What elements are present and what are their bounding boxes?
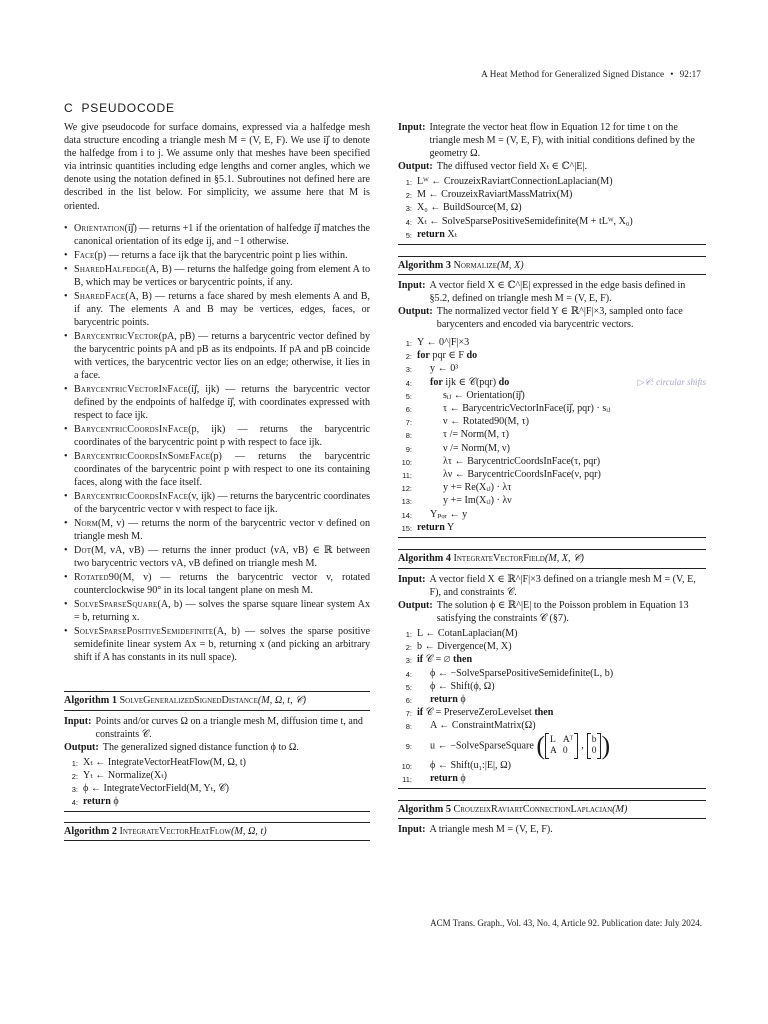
- algorithm-lines: [398, 627, 706, 785]
- algorithm-output: Output: The normalized vector field Y ∈ ℝ^|F|×3, sampled onto face barycenters and encoded via barycentric vectors.: [398, 306, 683, 331]
- algorithm-3-body: [398, 275, 706, 537]
- code-line: 11: return ϕ: [402, 773, 466, 785]
- algorithm-comment: ▷𝒞: circular shifts: [637, 376, 706, 387]
- code-line: 4: Xₜ ← SolveSparsePositiveSemidefinite(M + tLᵂ, X₀): [405, 215, 633, 227]
- code-line: 8: A ← ConstraintMatrix(Ω): [405, 720, 536, 732]
- algorithm-2: [64, 822, 370, 841]
- algorithm-output: Output: The solution ϕ ∈ ℝ^|E| to the Poisson problem in Equation 13 satisfying the constraints 𝒞 (§7).: [398, 600, 689, 625]
- code-line: 4: ϕ ← −SolveSparsePositiveSemidefinite(L, b): [405, 667, 614, 679]
- code-line: 8: τ /= Norm(M, τ): [405, 429, 509, 441]
- algorithm-lines: [398, 336, 706, 534]
- code-line: 3: X₀ ← BuildSource(M, Ω): [405, 202, 522, 214]
- code-line: 5: sᵢⱼ ← Orientation(ij⃗): [405, 389, 525, 401]
- code-line: 4: for ijk ∈ 𝒞(pqr) do ▷𝒞: circular shifts: [405, 376, 706, 388]
- code-line: 5: return Xₜ: [405, 228, 458, 240]
- algorithm-5-body: [398, 819, 706, 839]
- rhs-vector: b 0: [591, 734, 597, 756]
- code-line: 4: return ϕ: [71, 796, 119, 808]
- definition-item: • BarycentricCoordsInSomeFace(p) — returns the barycentric coordinates of the barycentric point p with respect to one its containing faces, along with the face itself.: [64, 450, 370, 489]
- algorithm-4-body: [398, 569, 706, 788]
- code-line: 6: τ ← BarycentricVectorInFace(ij⃗, pqr) · sᵢⱼ: [405, 403, 611, 415]
- algorithm-2-title: Algorithm 2 IntegrateVectorHeatFlow(M, Ω, t): [64, 823, 370, 841]
- algorithm-3: [398, 256, 706, 538]
- code-line: 3: y ← 0³: [405, 363, 459, 375]
- block-matrix: L Aᵀ A 0: [550, 734, 574, 756]
- algorithm-5-title: Algorithm 5 CrouzeixRaviartConnectionLaplacian(M): [398, 801, 706, 819]
- code-line: 10: ϕ ← Shift(u₁:|E|, Ω): [401, 760, 511, 771]
- code-line: 2: for pqr ∈ F do: [405, 350, 478, 362]
- page-footer: ACM Trans. Graph., Vol. 43, No. 4, Article 92. Publication date: July 2024.: [430, 918, 702, 928]
- algorithm-4-title: Algorithm 4 IntegrateVectorField(M, X, 𝒞): [398, 550, 706, 569]
- block-matrix-system: ( L Aᵀ A 0 , b 0 ): [536, 730, 611, 760]
- algorithm-output: Output: The generalized signed distance function ϕ to Ω.: [64, 741, 299, 753]
- code-line: 14: Yₚᵩᵣ ← y: [401, 508, 468, 520]
- section-intro: We give pseudocode for surface domains, expressed via a halfedge mesh data structure encoding a triangle mesh M = (V, E, F). We use ij⃗ to denote the halfedge from i to j. We assume only that meshes have been specified via intrinsic quantities including edge lengths and corner angles, which we denote using the notation defined in §5.1. Subroutines not defined here are described in the list below. For simplicity, we assume here that M is oriented.: [64, 122, 370, 212]
- code-line: 2: b ← Divergence(M, X): [405, 641, 512, 653]
- definition-item: • SharedHalfedge(A, B) — returns the halfedge going from element A to B, which may be vertices or barycentric points, if any.: [64, 263, 370, 289]
- algorithm-input: Input: Points and/or curves Ω on a triangle mesh M, diffusion time t, and constraints 𝒞.: [64, 715, 363, 740]
- running-header: [481, 69, 701, 79]
- code-line: 1: Xₜ ← IntegrateVectorHeatFlow(M, Ω, t): [71, 756, 247, 768]
- definition-item: • Rotated90(M, v) — returns the barycentric vector v, rotated counterclockwise 90° in its local tangent plane on mesh M.: [64, 571, 370, 597]
- code-line: 13: y += Im(Xᵢⱼ) · λν: [401, 495, 512, 507]
- definition-item: • Dot(M, vA, vB) — returns the inner product ⟨vA, vB⟩ ∈ ℝ between two barycentric vectors vA, vB defined on triangle mesh M.: [64, 544, 370, 570]
- definition-item: • BarycentricCoordsInFace(v, ijk) — returns the barycentric coordinates of the barycentric vector v with respect to face ijk.: [64, 490, 370, 516]
- code-line: 9: ν /= Norm(M, ν): [405, 442, 510, 454]
- code-line: 1: Y ← 0^|F|×3: [405, 337, 470, 349]
- definition-item: • BarycentricVector(pA, pB) — returns a barycentric vector defined by the barycentric points pA and pB as its endpoints. If pA and pB coincide with vertices, the barycentric vector lies on an edge; otherwise, it lies in a face.: [64, 330, 370, 382]
- algorithm-3-title: Algorithm 3 Normalize(M, X): [398, 257, 706, 275]
- section-number: C: [64, 101, 74, 115]
- right-column: [398, 121, 706, 839]
- algorithm-input: Input: A triangle mesh M = (V, E, F).: [398, 824, 553, 836]
- algorithm-1: [64, 691, 370, 813]
- algorithm-2-body: [398, 121, 706, 245]
- definition-item: • BarycentricCoordsInFace(p, ijk) — returns the barycentric coordinates of the barycentric point p with respect to face ijk.: [64, 423, 370, 449]
- algorithm-input: Input: A vector field X ∈ ℝ^|F|×3 defined on a triangle mesh M = (V, E, F), and constraints 𝒞.: [398, 574, 696, 599]
- definition-item: • SharedFace(A, B) — returns a face shared by mesh elements A and B, if any. The elements A and B may be vertices, edges, faces, or barycentric points.: [64, 290, 370, 329]
- code-line: 1: Lᵂ ← CrouzeixRaviartConnectionLaplacian(M): [405, 176, 613, 187]
- code-line: 10: λτ ← BarycentricCoordsInFace(τ, pqr): [401, 455, 601, 467]
- algorithm-lines: [64, 756, 370, 809]
- code-line: 5: ϕ ← Shift(ϕ, Ω): [405, 680, 495, 692]
- definition-item: • Norm(M, v) — returns the norm of the barycentric vector v defined on triangle mesh M.: [64, 517, 370, 543]
- code-line: 6: return ϕ: [405, 694, 466, 706]
- code-line: 12: y += Re(Xᵢⱼ) · λτ: [401, 482, 512, 494]
- header-separator: •: [670, 69, 674, 79]
- section-heading: [64, 101, 370, 115]
- code-line: 3: if 𝒞 = ∅ then: [405, 654, 473, 666]
- code-line: 11: λν ← BarycentricCoordsInFace(ν, pqr): [402, 469, 601, 481]
- code-line: 9: u ← −SolveSparseSquare ( L Aᵀ A 0 , b 0 ): [405, 730, 611, 760]
- left-column: [64, 101, 370, 841]
- algorithm-4: [398, 549, 706, 789]
- algorithm-5: [398, 800, 706, 839]
- algorithm-1-title: Algorithm 1 SolveGeneralizedSignedDistance(M, Ω, t, 𝒞): [64, 692, 370, 711]
- algorithm-lines: [398, 175, 706, 241]
- definition-item: • Orientation(ij⃗) — returns +1 if the orientation of halfedge ij⃗ matches the canonical orientation of its edge ij, and −1 otherwise.: [64, 222, 370, 248]
- code-line: 2: M ← CrouzeixRaviartMassMatrix(M): [405, 189, 573, 201]
- definition-item: • SolveSparseSquare(A, b) — solves the sparse square linear system Ax = b, returning x.: [64, 598, 370, 624]
- code-line: 15: return Y: [401, 521, 455, 533]
- page-number: 92:17: [679, 69, 701, 79]
- algorithm-input: Input: A vector field X ∈ ℂ^|E| expressed in the edge basis defined in §5.2, defined on triangle mesh M = (V, E, F).: [398, 280, 686, 305]
- algorithm-input: Input: Integrate the vector heat flow in Equation 12 for time t on the triangle mesh M = (V, E, F), with initial conditions defined by the geometry Ω.: [398, 122, 695, 159]
- definition-item: • Face(p) — returns a face ijk that the barycentric point p lies within.: [64, 249, 370, 262]
- code-line: 7: ν ← Rotated90(M, τ): [405, 416, 529, 428]
- code-line: 3: ϕ ← IntegrateVectorField(M, Yₜ, 𝒞): [71, 783, 229, 795]
- definitions-list: [64, 222, 370, 664]
- code-line: 7: if 𝒞 = PreserveZeroLevelset then: [405, 707, 554, 719]
- algorithm-output: Output: The diffused vector field Xₜ ∈ ℂ^|E|.: [398, 161, 587, 172]
- section-title: PSEUDOCODE: [81, 101, 175, 115]
- definition-item: • SolveSparsePositiveSemidefinite(A, b) — solves the sparse positive semidefinite linear system Ax = b, returning x (and picking an arbitrary shift if A has constants in its null space).: [64, 625, 370, 664]
- definition-item: • BarycentricVectorInFace(ij⃗, ijk) — returns the barycentric vector defined by the endpoints of halfedge ij⃗, with coordinates expressed with respect to face ijk.: [64, 383, 370, 422]
- code-line: 2: Yₜ ← Normalize(Xₜ): [71, 769, 168, 781]
- running-title: A Heat Method for Generalized Signed Distance: [481, 69, 665, 79]
- algorithm-1-body: [64, 711, 370, 812]
- code-line: 1: L ← CotanLaplacian(M): [405, 628, 518, 640]
